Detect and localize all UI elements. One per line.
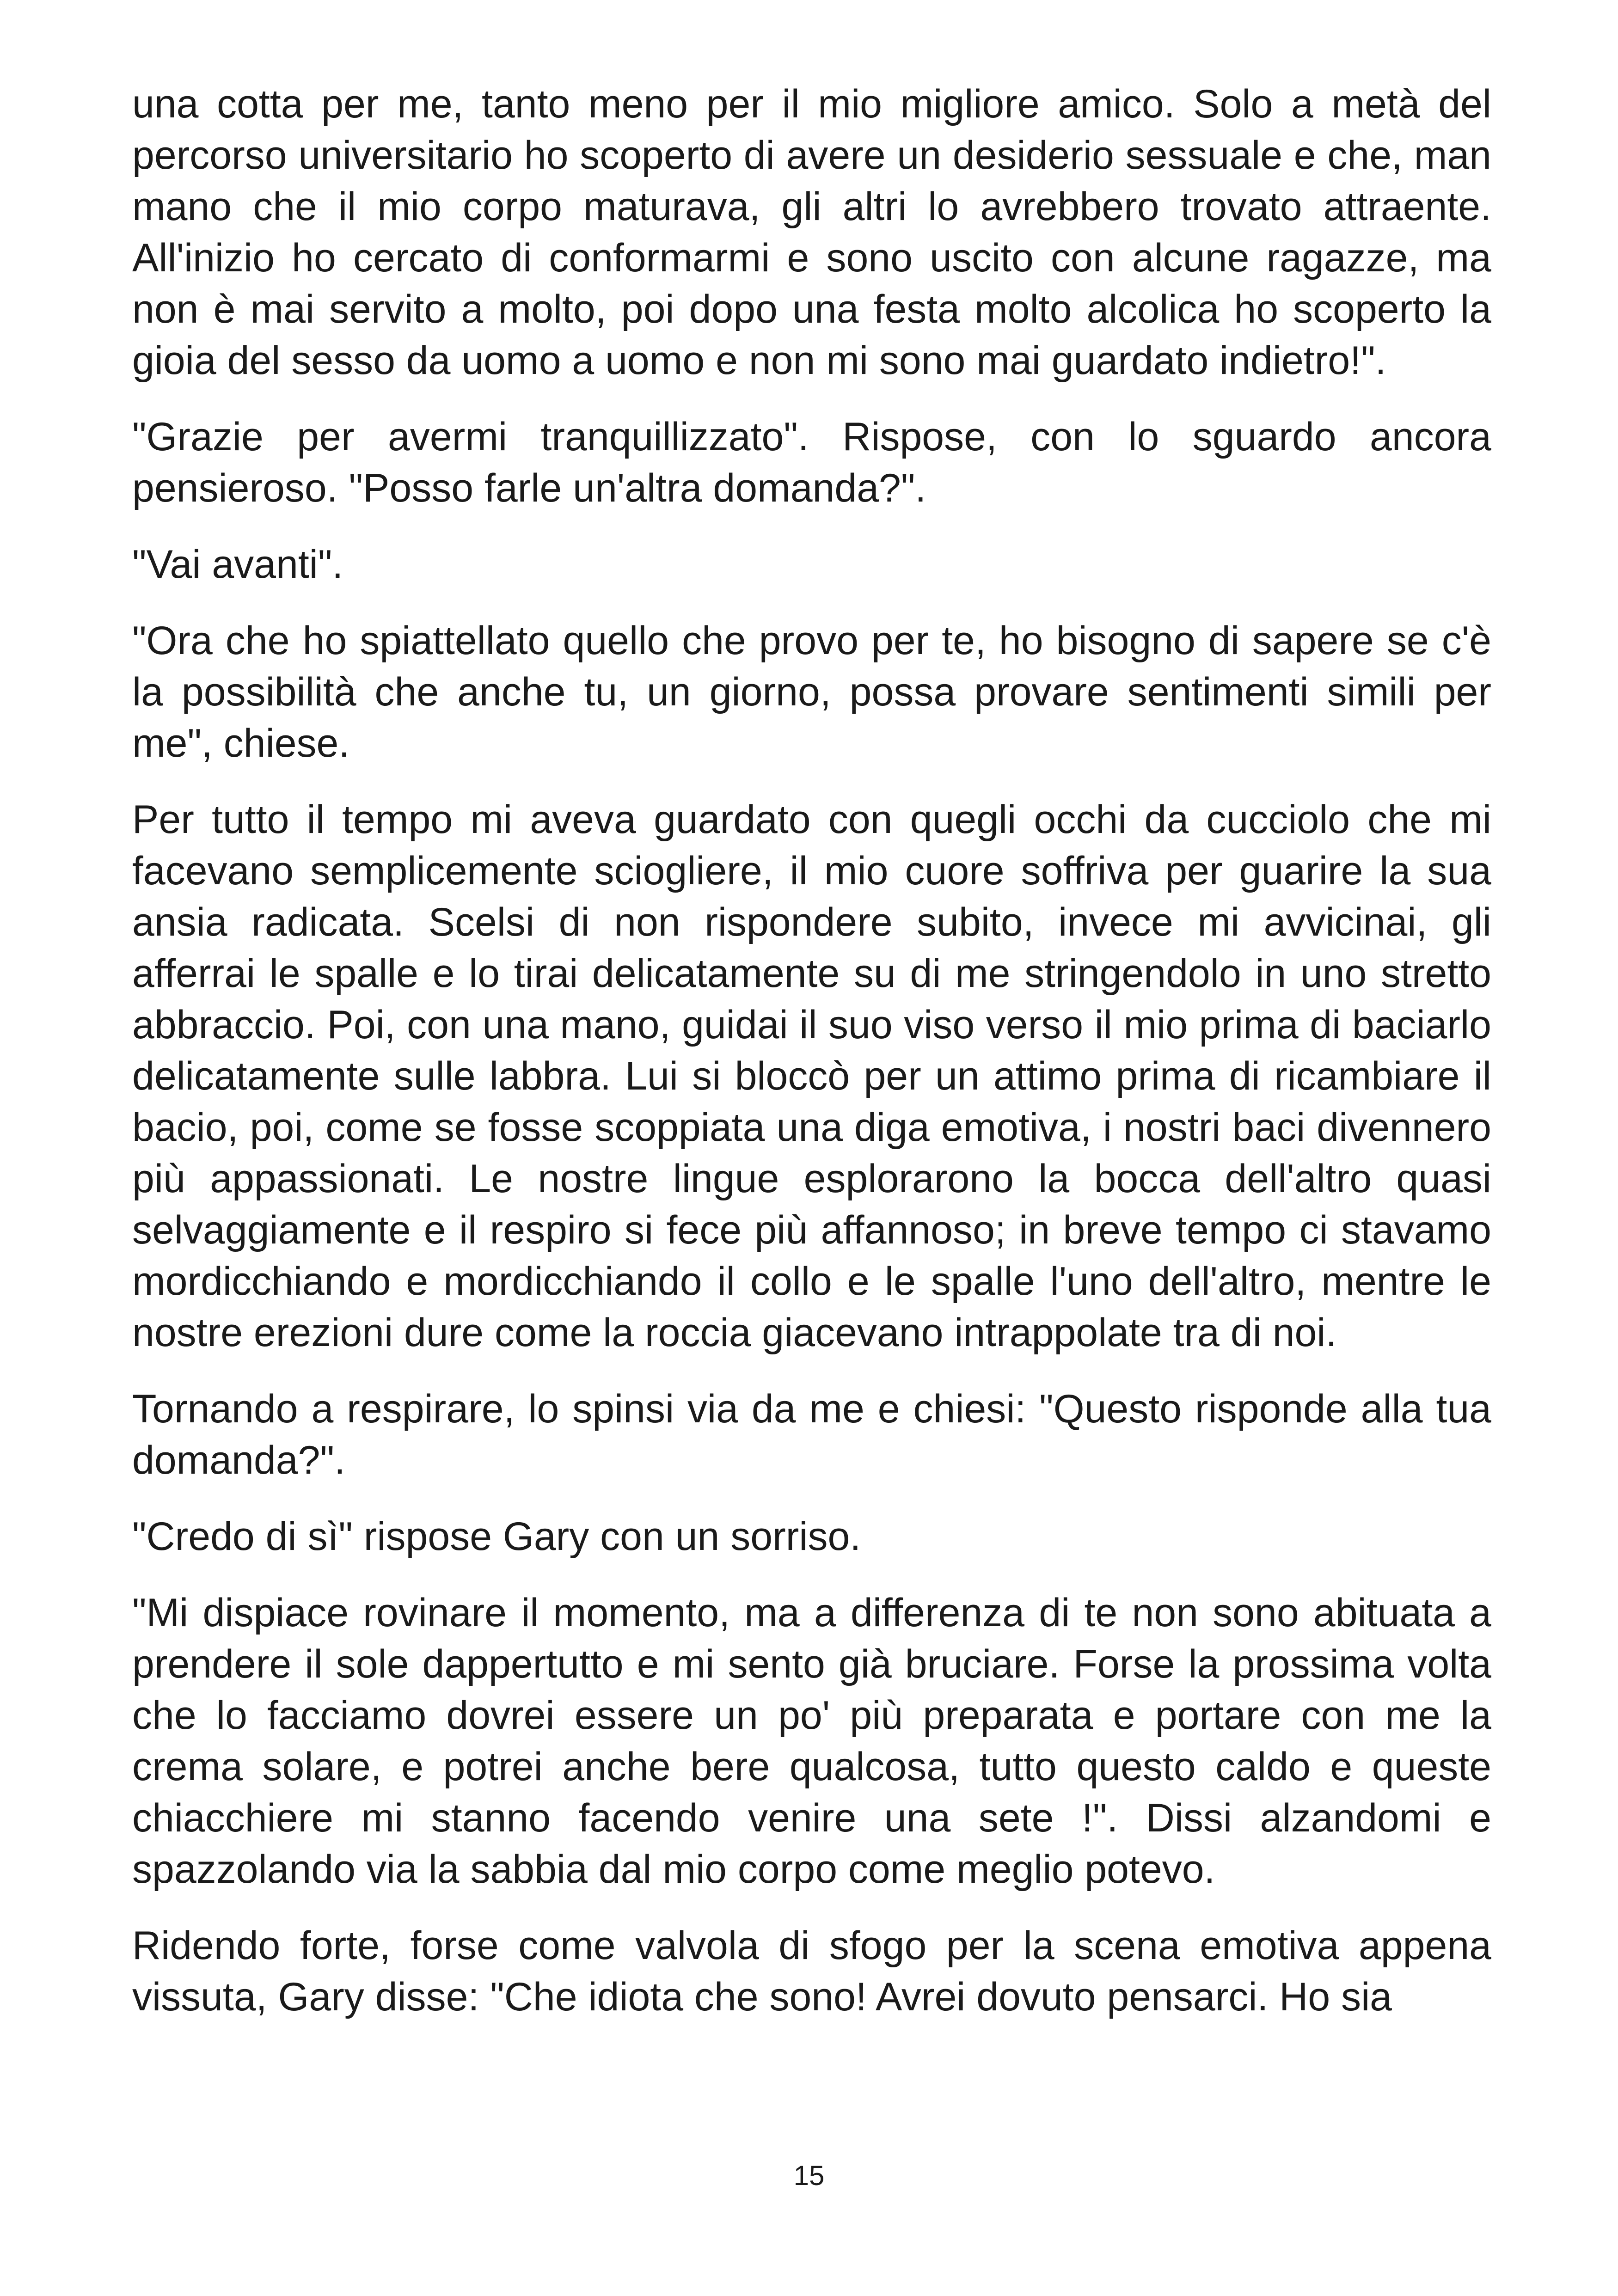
paragraph: "Credo di sì" rispose Gary con un sorriso.	[132, 1514, 861, 1559]
paragraph: Ridendo forte, forse come valvola di sfogo per la scena emotiva appena vissuta, Gary disse: "Che idiota che sono! Avrei dovuto pensarci. Ho sia	[132, 1923, 1491, 2019]
paragraph: "Vai avanti".	[132, 542, 343, 587]
paragraph: Tornando a respirare, lo spinsi via da me e chiesi: "Questo risponde alla tua domanda?".	[132, 1387, 1491, 1482]
paragraph: una cotta per me, tanto meno per il mio migliore amico. Solo a metà del percorso universitario ho scoperto di avere un desiderio sessuale e che, man mano che il mio corpo maturava, gli altri lo avrebbero trovato attraente. All'inizio ho cercato di conformarmi e sono uscito con alcune ragazze, ma non è mai servito a molto, poi dopo una festa molto alcolica ho scoperto la gioia del sesso da uomo a uomo e non mi sono mai guardato indietro!".	[132, 82, 1491, 383]
paragraph: "Mi dispiace rovinare il momento, ma a differenza di te non sono abituata a prendere il sole dappertutto e mi sento già bruciare. Forse la prossima volta che lo facciamo dovrei essere un po' più preparata e portare con me la crema solare, e potrei anche bere qualcosa, tutto questo caldo e queste chiacchiere mi stanno facendo venire una sete !". Dissi alzandomi e spazzolando via la sabbia dal mio corpo come meglio potevo.	[132, 1591, 1491, 1892]
page-number: 15	[793, 2160, 825, 2191]
paragraph: Per tutto il tempo mi aveva guardato con quegli occhi da cucciolo che mi facevano semplicemente sciogliere, il mio cuore soffriva per guarire la sua ansia radicata. Scelsi di non rispondere subito, invece mi avvicinai, gli afferrai le spalle e lo tirai delicatamente su di me stringendolo in uno stretto abbraccio. Poi, con una mano, guidai il suo viso verso il mio prima di baciarlo delicatamente sulle labbra. Lui si bloccò per un attimo prima di ricambiare il bacio, poi, come se fosse scoppiata una diga emotiva, i nostri baci divennero più appassionati. Le nostre lingue esplorarono la bocca dell'altro quasi selvaggiamente e il respiro si fece più affannoso; in breve tempo ci stavamo mordicchiando e mordicchiando il collo e le spalle l'uno dell'altro, mentre le nostre erezioni dure come la roccia giacevano intrappolate tra di noi.	[132, 797, 1491, 1355]
paragraph: "Ora che ho spiattellato quello che provo per te, ho bisogno di sapere se c'è la possibilità che anche tu, un giorno, possa provare sentimenti simili per me", chiese.	[132, 618, 1491, 765]
paragraph: "Grazie per avermi tranquillizzato". Rispose, con lo sguardo ancora pensieroso. "Posso farle un'altra domanda?".	[132, 415, 1491, 510]
page-body	[132, 79, 1491, 2048]
